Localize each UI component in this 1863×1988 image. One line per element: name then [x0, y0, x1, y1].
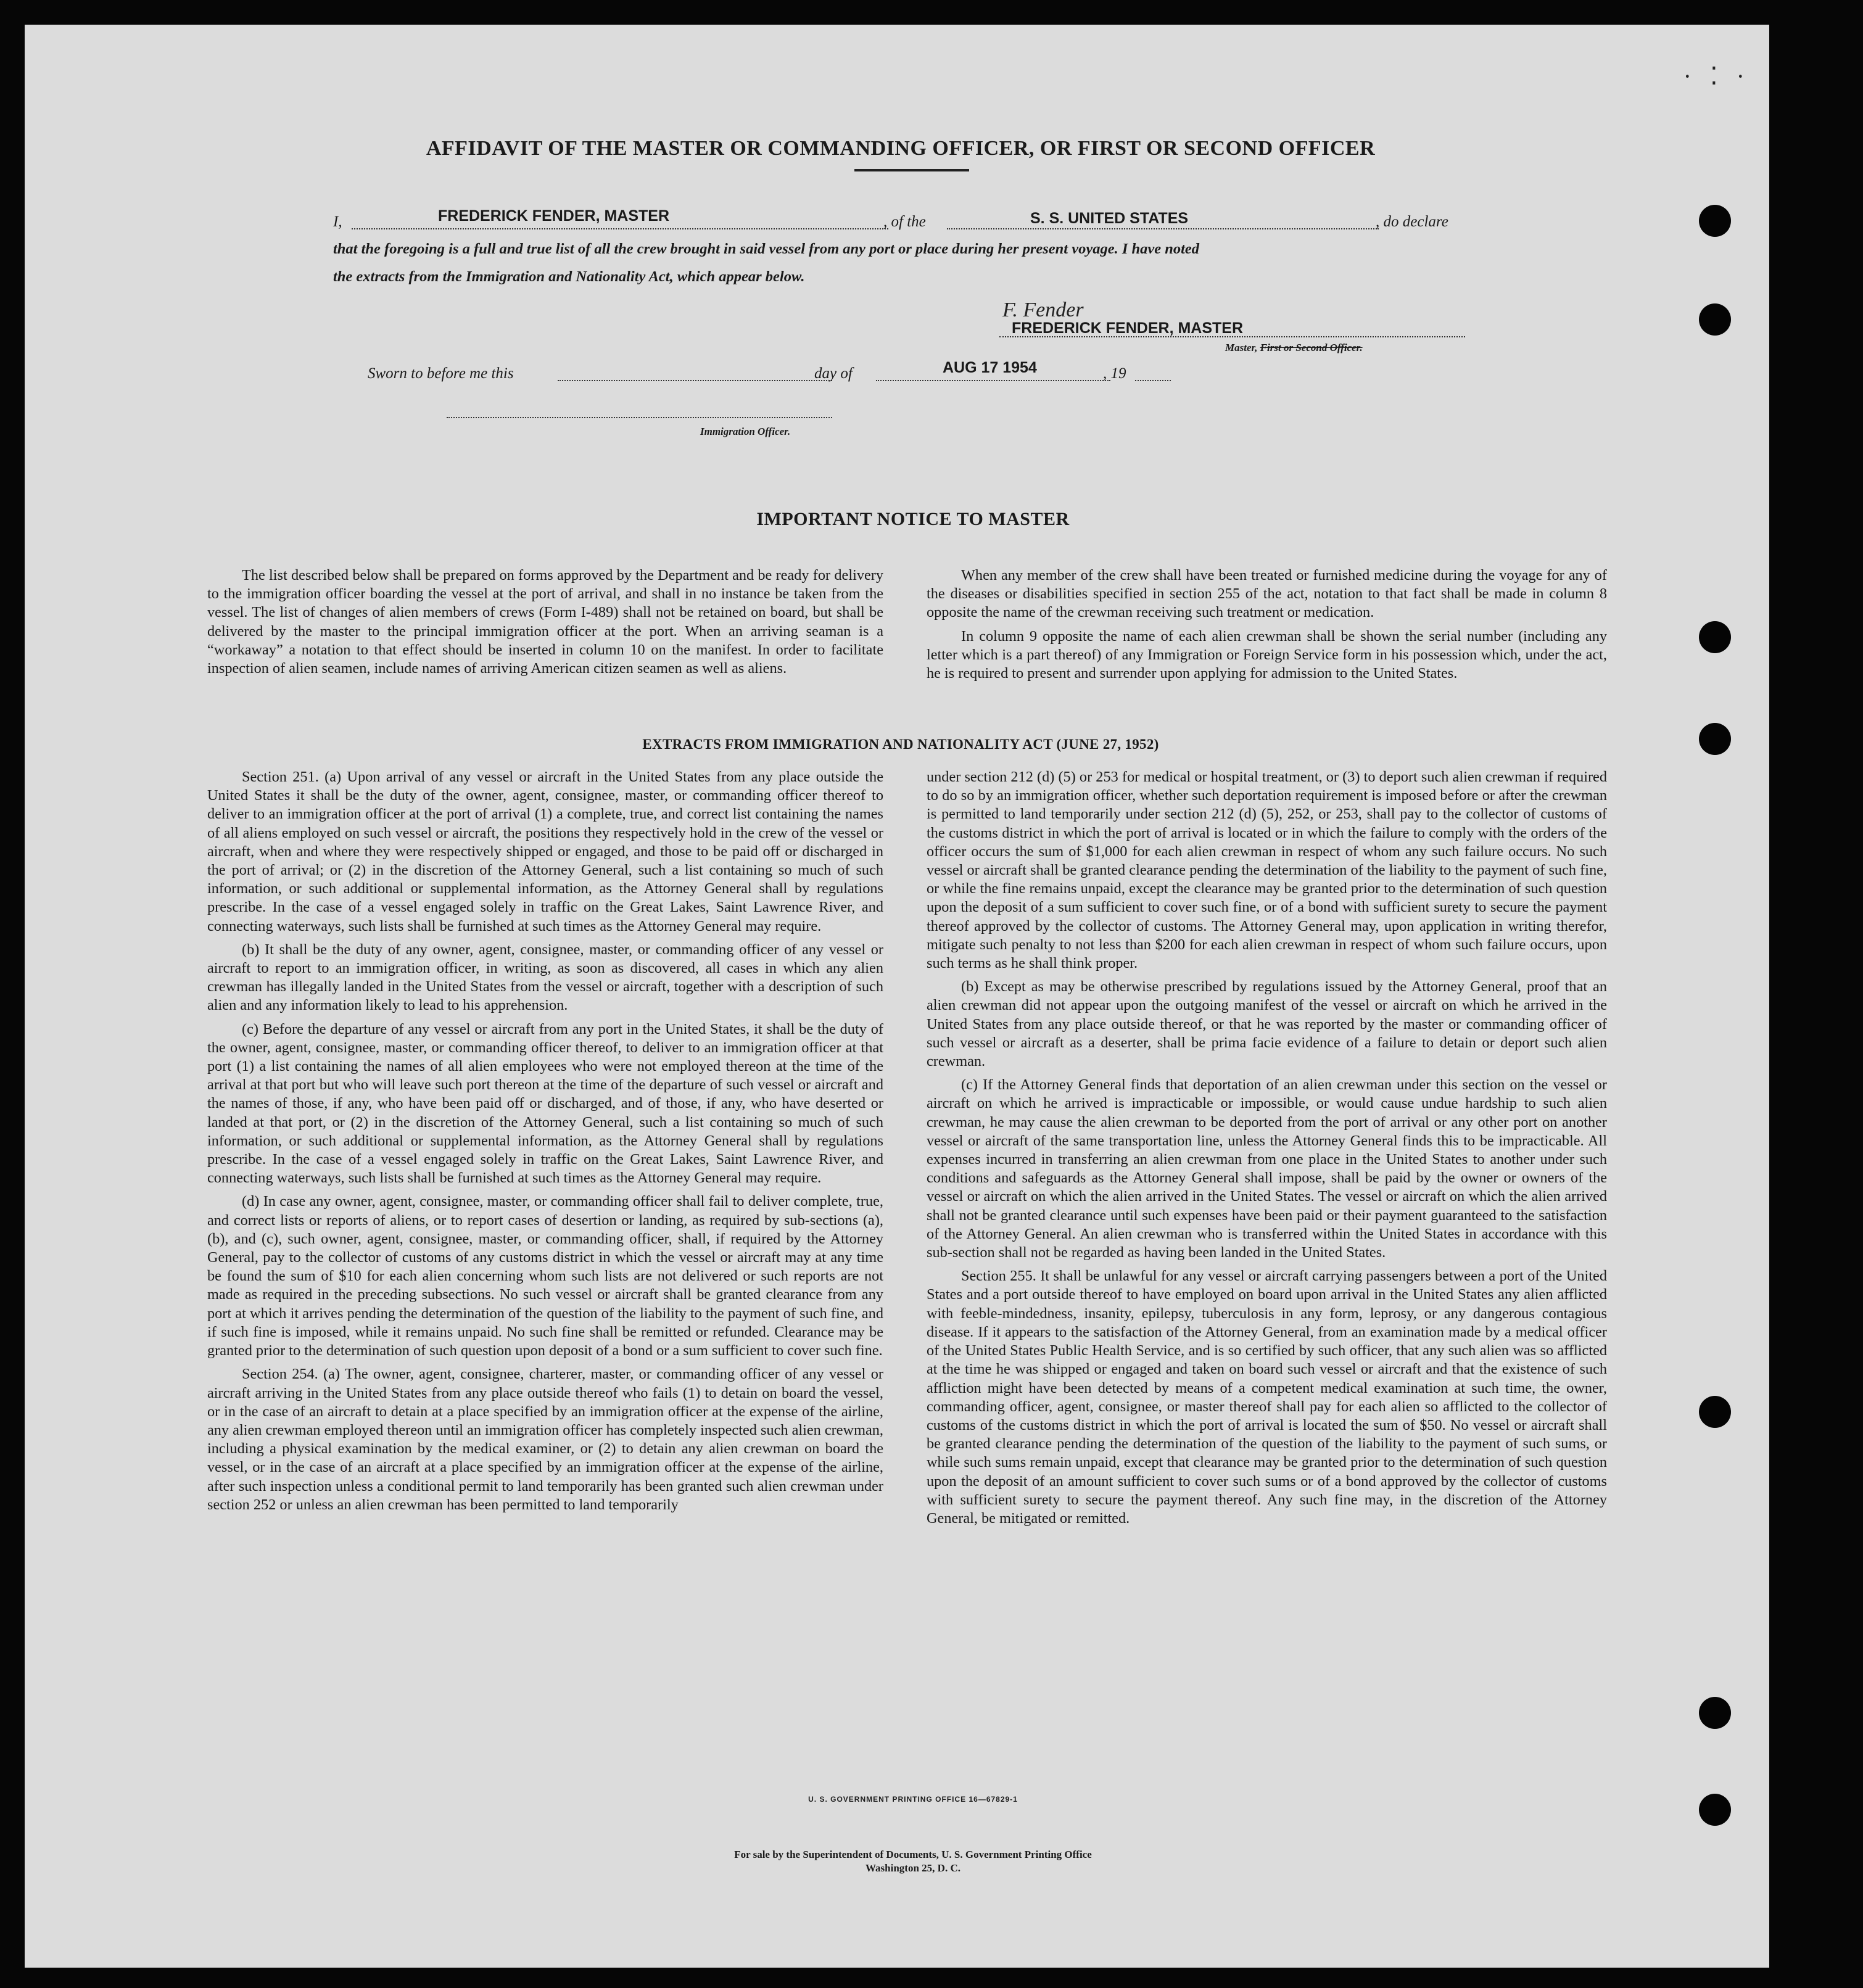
sale-line-2: Washington 25, D. C. — [865, 1862, 960, 1874]
section-254-a: Section 254. (a) The owner, agent, consignee, charterer, master, or commanding officer of any vessel or aircraft arriving in the United States from any place outside thereof who fails (1) to detain on board the vessel, or in the case of an aircraft to detain at a place specified by an immigration officer at the expense of the airline, any alien crewman employed thereon until an immigration officer has completely inspected such alien crewman, including a physical examination by the medical examiner, or (2) to detain any alien crewman on board the vessel, or in the case of an aircraft at a place specified by an immigration officer at the expense of the airline, after such inspection unless a conditional permit to land temporarily has been granted such alien crewman under section 252 or unless an alien crewman has been permitted to land temporarily — [207, 1366, 883, 1513]
section-251-c: (c) Before the departure of any vessel or aircraft from any port in the United States, it shall be the duty of the owner, agent, consignee, master, or commanding officer thereof, to deliver to an immigration officer at that port (1) a list containing the names of all alien employees who were not employed thereon at the time of the arrival at that port but who will leave such port thereon at the time of the departure of such vessel or aircraft and the names of those, if any, who have been paid off or discharged, and of those, if any, who have deserted or landed at that port, or (2) in the discretion of the Attorney General, such a list containing so much of such information, or such additional or supplemental information, as the Attorney General shall by regulations prescribe. In the case of a vessel engaged solely in traffic on the Great Lakes, Saint Lawrence River, and connecting waterways, such lists shall be furnished at such times as the Attorney General may require. — [207, 1020, 883, 1187]
declaration-line-1: that the foregoing is a full and true list of all the crew brought in said vessel from any port or place during her present voyage. I have noted — [333, 241, 1200, 257]
document-page — [25, 25, 1769, 1968]
section-254-b: (b) Except as may be otherwise prescribed by regulations issued by the Attorney General, proof that an alien crewman did not appear upon the outgoing manifest of the vessel or aircraft on which he arrived in the United States from any place outside thereof, or that he was reported by the master or commanding officer of such vessel or aircraft as a deserter, shall be prima facie evidence of a failure to detain or deport such alien crewman. — [927, 978, 1607, 1070]
master-name-line — [352, 228, 888, 229]
section-255: Section 255. It shall be unlawful for any vessel or aircraft carrying passengers between a port of the United States and a port outside thereof to have employed on board upon arrival in the United States any alien afflicted with feeble-mindedness, insanity, epilepsy, tuberculosis in any form, leprosy, or any dangerous contagious disease. If it appears to the satisfaction of the Attorney General, from an examination made by a medical officer of the United States Public Health Service, and is so certified by such officer, that any such alien was so afflicted at the time he was shipped or engaged and taken on board such vessel or aircraft and that the existence of such affliction might have been detected by means of a competent medical examination at such time, the owner, commanding officer, agent, consignee, or master thereof shall pay for each alien so afflicted to the collector of customs of the customs district in which the port of arrival is located the sum of $50. No vessel or aircraft shall be granted clearance pending the determination of the question of the liability to the payment of such sums, or while such sums remain unpaid, except that clearance may be granted prior to the determination of such question upon the deposit of an amount sufficient to cover such sums or of a bond approved by the collector of customs with sufficient surety to secure the payment thereof. Any such fine may, in the discretion of the Attorney General, be mitigated or remitted. — [927, 1268, 1607, 1527]
year-line — [1135, 380, 1171, 381]
notice-paragraph: The list described below shall be prepared on forms approved by the Department and be ready for delivery to the immigration officer boarding the vessel at the port of arrival, and shall in no instance be taken from the vessel. The list of changes of alien members of crews (Form I-489) shall not be retained on board, but shall be delivered by the master to the principal immigration officer at the port. When an arriving seaman is a “workaway” a notation to that effect should be inserted in column 10 on the manifest. In order to facilitate inspection of alien seamen, include names of arriving American citizen seamen as well as aliens. — [207, 567, 883, 677]
master-label: Master, — [1225, 342, 1258, 353]
of-the-label: , of the — [883, 213, 926, 230]
sworn-date-stamp: AUG 17 1954 — [943, 359, 1037, 376]
sale-line-1: For sale by the Superintendent of Documents, U. S. Government Printing Office — [734, 1849, 1092, 1860]
day-of-label: day of — [814, 365, 853, 382]
notice-paragraph: In column 9 opposite the name of each alien crewman shall be shown the serial number (including any letter which is a part thereof) of any Immigration or Foreign Service form in his possession which, under the act, he is required to present and surrender upon applying for admission to the United States. — [927, 627, 1607, 682]
scan-specks: · ⁚ · — [1683, 62, 1751, 90]
vessel-line — [947, 228, 1379, 229]
immigration-officer-line — [447, 417, 832, 418]
vessel-field: S. S. UNITED STATES — [1030, 210, 1189, 227]
declare-label: , do declare — [1376, 213, 1448, 230]
punch-hole — [1699, 1396, 1731, 1428]
signature-typed: FREDERICK FENDER, MASTER — [1012, 320, 1244, 337]
punch-hole — [1699, 1697, 1731, 1729]
section-251-a: Section 251. (a) Upon arrival of any vessel or aircraft in the United States from any place outside the United States it shall be the duty of the owner, agent, consignee, master, or commanding officer thereof to deliver to an immigration officer at the port of arrival (1) a complete, true, and correct list containing the names of all aliens employed on such vessel or aircraft, the positions they respectively hold in the crew of the vessel or aircraft, when and where they were respectively shipped or engaged, and those to be paid off or discharged in the port of arrival; or (2) in the discretion of the Attorney General, such a list containing so much of such information, or such additional or supplemental information, as the Attorney General shall by regulations prescribe. In the case of a vessel engaged solely in traffic on the Great Lakes, Saint Lawrence River, and connecting waterways, such lists shall be furnished at such times as the Attorney General may require. — [207, 769, 883, 934]
sworn-date-line — [876, 380, 1110, 381]
handwritten-signature: F. Fender — [1002, 299, 1084, 321]
i-label: I, — [333, 213, 342, 230]
sworn-day-line — [558, 380, 832, 381]
section-251-d: (d) In case any owner, agent, consignee, master, or commanding officer shall fail to deliver complete, true, and correct lists or reports of aliens, or to report cases of desertion or landing, as required by sub-sections (a), (b), and (c), such owner, agent, consignee, master, or commanding officer, shall, if required by the Attorney General, pay to the collector of customs of any customs district in which the vessel or aircraft may at any time be found the sum of $10 for each alien concerning whom such lists are not delivered or such reports are not made as required in the preceding subsections. No such vessel or aircraft shall be granted clearance from any port at which it arrives pending the determination of the question of the liability to the payment of such fine, and if such fine is imposed, while it remains unpaid. No such fine shall be remitted or refunded. Clearance may be granted prior to the determination of such question upon deposit of a bond or a sum sufficient to cover such fine. — [207, 1193, 883, 1359]
signature-caption — [1225, 342, 1363, 354]
notice-paragraph: When any member of the crew shall have been treated or furnished medicine during the voyage for any of the diseases or disabilities specified in section 255 of the act, notation to that fact shall be made in column 8 opposite the name of the crewman receiving such treatment or medication. — [927, 567, 1607, 621]
sworn-label: Sworn to before me this — [368, 365, 514, 382]
notice-right-column — [927, 566, 1607, 688]
section-251-b: (b) It shall be the duty of any owner, agent, consignee, master, or commanding officer of any vessel or aircraft to report to an immigration officer, in writing, as soon as discovered, all cases in which any alien crewman has illegally landed in the United States from the vessel or aircraft, together with a description of such alien and any information likely to lead to his apprehension. — [207, 941, 883, 1014]
punch-hole — [1699, 723, 1731, 755]
extracts-right-column — [927, 768, 1607, 1533]
printing-office-imprint: U. S. GOVERNMENT PRINTING OFFICE 16—67829-1 — [808, 1795, 1018, 1804]
title-rule — [854, 169, 969, 171]
section-254-a-continued: under section 212 (d) (5) or 253 for medical or hospital treatment, or (3) to deport such alien crewman if required to do so by an immigration officer, whether such deportation requirement is imposed before or after the crewman is permitted to land temporarily under section 212 (d) (5), 252, or 253, shall pay to the collector of customs of the customs district in which the port of arrival is located or in which the failure to comply with the orders of the officer occurs the sum of $1,000 for each alien crewman in respect of whom any such failure occurs. No such vessel or aircraft shall be granted clearance pending the determination of the liability to the payment of such fine, or while the fine remains unpaid, except the clearance may be granted prior to the determination of such question upon the deposit of a sum sufficient to cover such fine, or of a bond with sufficient surety to secure the payment thereof approved by the collector of customs. The Attorney General may, upon application in writing therefor, mitigate such penalty to not less than $200 for each alien crewman in respect of whom such failure occurs, upon such terms as he shall think proper. — [927, 769, 1607, 972]
master-name-field: FREDERICK FENDER, MASTER — [438, 207, 670, 225]
struck-officer-label: First or Second Officer. — [1260, 342, 1363, 353]
punch-hole — [1699, 303, 1731, 336]
sale-notice — [25, 1848, 1769, 1875]
notice-title: IMPORTANT NOTICE TO MASTER — [756, 509, 1070, 529]
year-label: , 19 — [1103, 365, 1126, 382]
section-254-c: (c) If the Attorney General finds that deportation of an alien crewman under this section on the vessel or aircraft on which he arrived is impracticable or impossible, or would cause undue hardship to such alien crewman, he may cause the alien crewman to be deported from the port of arrival or any other port on another vessel or aircraft of the same transportation line, unless the Attorney General finds this to be impracticable. All expenses incurred in transferring an alien crewman from one place in the United States to another under such conditions and safeguards as the Attorney General shall impose, shall be paid by the owner or owners of the vessel or aircraft on which the alien arrived in the United States. The vessel or aircraft on which the alien arrived shall not be granted clearance until such expenses have been paid or their payment guaranteed to the satisfaction of the Attorney General. An alien crewman who is transferred within the United States in accordance with this sub-section shall not be regarded as having been landed in the United States. — [927, 1076, 1607, 1261]
declaration-line-2: the extracts from the Immigration and Nationality Act, which appear below. — [333, 268, 805, 285]
extracts-title: EXTRACTS FROM IMMIGRATION AND NATIONALITY ACT (JUNE 27, 1952) — [642, 736, 1159, 752]
notice-left-column — [207, 566, 883, 683]
punch-hole — [1699, 621, 1731, 653]
punch-hole — [1699, 205, 1731, 237]
extracts-left-column — [207, 768, 883, 1519]
affidavit-title: AFFIDAVIT OF THE MASTER OR COMMANDING OFFICER, OR FIRST OR SECOND OFFICER — [426, 137, 1376, 160]
immigration-officer-label: Immigration Officer. — [700, 426, 791, 437]
